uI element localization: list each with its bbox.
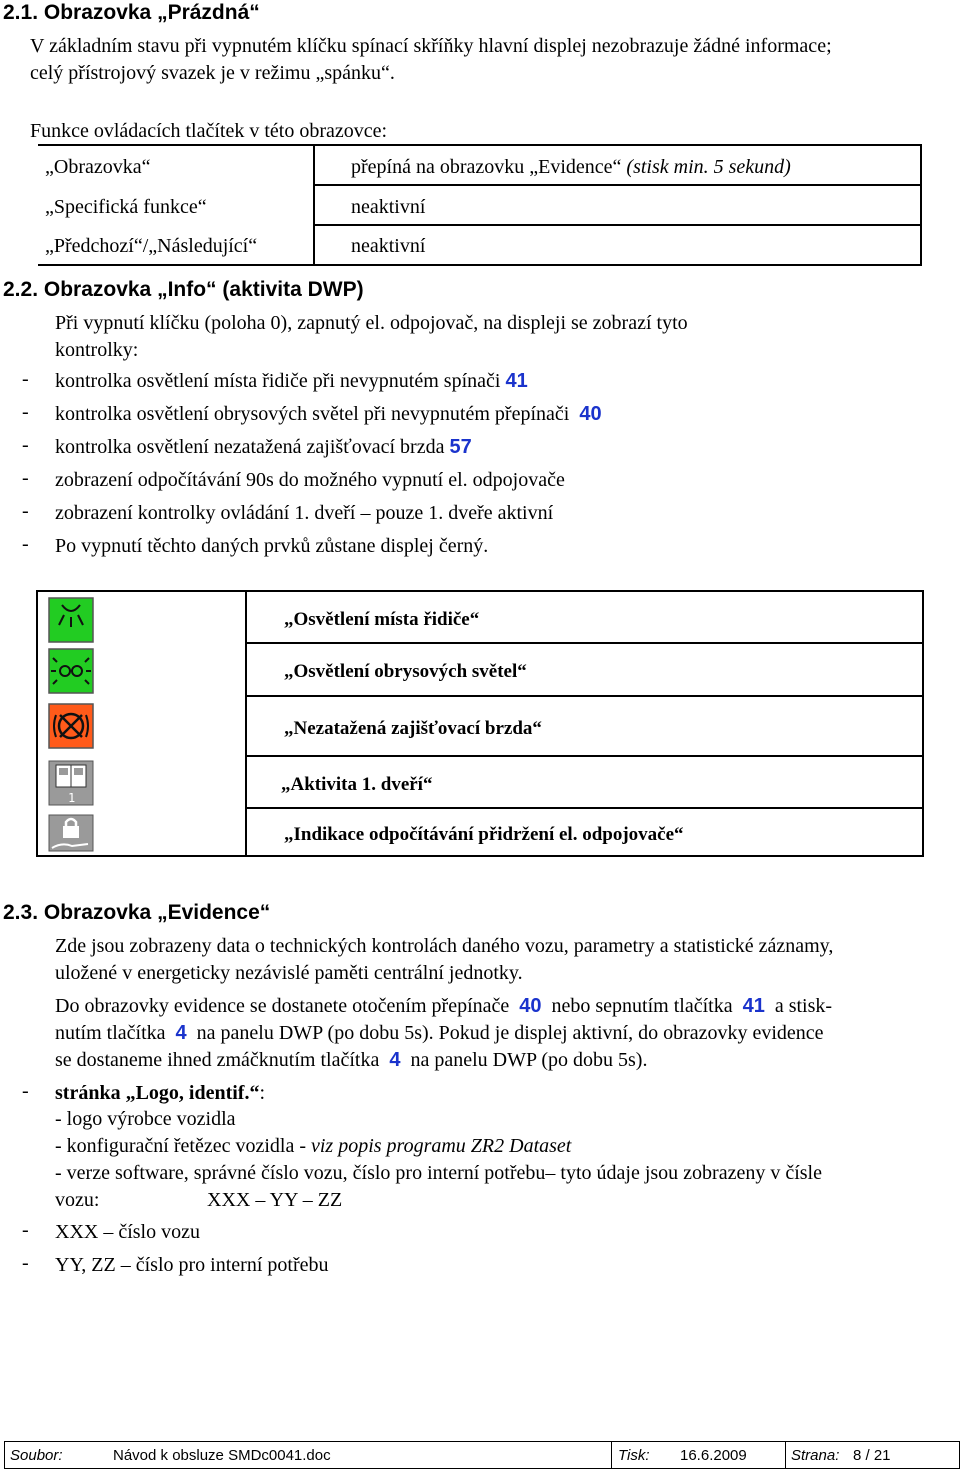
list-item: kontrolka osvětlení nezatažená zajišťovací brzda 57 [55, 436, 472, 458]
section-heading-2-1: 2.1. Obrazovka „Prázdná“ [3, 1, 260, 24]
list-item: zobrazení kontrolky ovládání 1. dveří – pouze 1. dveře aktivní [55, 502, 554, 524]
paragraph: kontrolky: [55, 339, 139, 361]
list-item: Po vypnutí těchto daných prvků zůstane displej černý. [55, 535, 489, 557]
list-item: - logo výrobce vozidla [55, 1108, 236, 1130]
footer-file-label: Soubor: [10, 1447, 63, 1464]
paragraph: V základním stavu při vypnutém klíčku spínací skříňky hlavní displej nezobrazuje žádné informace; [30, 35, 832, 57]
indicator-icon-table [36, 590, 924, 857]
button-name: „Specifická funkce“ [45, 196, 207, 218]
section-heading-2-2: 2.2. Obrazovka „Info“ (aktivita DWP) [3, 278, 364, 301]
icon-label: „Aktivita 1. dveří“ [281, 774, 433, 795]
driver-light-icon [48, 597, 94, 643]
list-item: XXX – YY – ZZ [207, 1189, 343, 1211]
section-heading-2-3: 2.3. Obrazovka „Evidence“ [3, 901, 271, 924]
button-function: neaktivní [351, 196, 426, 218]
page-item-title: stránka „Logo, identif.“: [55, 1082, 266, 1104]
icon-label: „Osvětlení obrysových světel“ [284, 661, 527, 682]
button-function: přepíná na obrazovku „Evidence“ (stisk min. 5 sekund) [351, 156, 791, 178]
button-name: „Obrazovka“ [45, 156, 151, 178]
button-name: „Předchozí“/„Následující“ [45, 235, 258, 257]
position-lights-icon [48, 648, 94, 694]
paragraph: Při vypnutí klíčku (poloha 0), zapnutý el. odpojovač, na displeji se zobrazí tyto [55, 312, 688, 334]
paragraph: nutím tlačítka 4 na panelu DWP (po dobu 5s). Pokud je displej aktivní, do obrazovky evidence [55, 1022, 824, 1044]
icon-label: „Nezatažená zajišťovací brzda“ [284, 718, 542, 739]
paragraph: se dostaneme ihned zmáčknutím tlačítka 4 na panelu DWP (po dobu 5s). [55, 1049, 648, 1071]
list-item: XXX – číslo vozu [55, 1221, 200, 1243]
lock-countdown-icon [48, 814, 94, 852]
footer-page-label: Strana: [791, 1447, 840, 1464]
button-function: neaktivní [351, 235, 426, 257]
footer-print-label: Tisk: [618, 1447, 650, 1464]
paragraph: uložené v energeticky nezávislé paměti centrální jednotky. [55, 962, 523, 984]
list-item: zobrazení odpočítávání 90s do možného vypnutí el. odpojovače [55, 469, 565, 491]
footer-page-number: 8 / 21 [853, 1447, 891, 1464]
door-number: 1 [68, 791, 76, 805]
paragraph: celý přístrojový svazek je v režimu „spánku“. [30, 62, 395, 84]
parking-brake-icon [48, 703, 94, 749]
list-item: vozu: [55, 1189, 100, 1211]
icon-label: „Indikace odpočítávání přidržení el. odpojovače“ [284, 824, 684, 845]
button-function-table [38, 144, 922, 266]
footer-file-name: Návod k obsluze SMDc0041.doc [113, 1447, 331, 1464]
icon-label: „Osvětlení místa řidiče“ [284, 609, 480, 630]
list-item: - konfigurační řetězec vozidla - viz popis programu ZR2 Dataset [55, 1135, 572, 1157]
door-icon [48, 760, 94, 806]
page-footer [4, 1441, 960, 1469]
paragraph: Do obrazovky evidence se dostanete otočením přepínače 40 nebo sepnutím tlačítka 41 a stisk- [55, 995, 833, 1017]
list-item: YY, ZZ – číslo pro interní potřebu [55, 1254, 329, 1276]
function-title: Funkce ovládacích tlačítek v této obrazovce: [30, 120, 388, 142]
footer-print-date: 16.6.2009 [680, 1447, 747, 1464]
list-item: kontrolka osvětlení obrysových světel při nevypnutém přepínači 40 [55, 403, 602, 425]
paragraph: Zde jsou zobrazeny data o technických kontrolách daného vozu, parametry a statistické záznamy, [55, 935, 834, 957]
list-item: - verze software, správné číslo vozu, číslo pro interní potřebu– tyto údaje jsou zobrazeny v čísle [55, 1162, 822, 1184]
list-item: kontrolka osvětlení místa řidiče při nevypnutém spínači 41 [55, 370, 528, 392]
